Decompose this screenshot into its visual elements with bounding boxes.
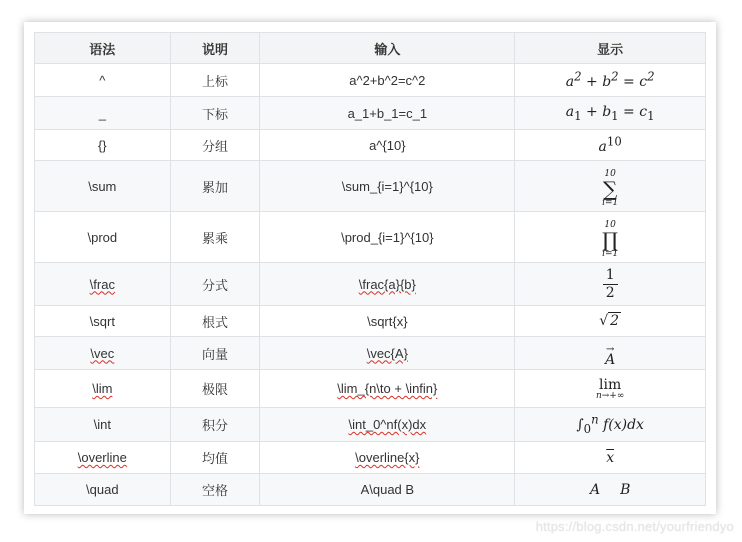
cell-input: \sqrt{x} [260,306,515,337]
table-row [35,212,706,263]
header-display: 显示 [515,33,706,64]
vector-variable: A [605,351,616,368]
cell-description: 极限 [170,370,260,408]
math-index: 1 [611,108,619,123]
input-text: \overline{x} [355,450,420,465]
cell-display [515,130,706,161]
cell-input [260,263,515,306]
cell-syntax: \sum [35,161,171,212]
table-row [35,337,706,370]
cell-display [515,337,706,370]
cell-input [260,370,515,408]
math-var: a [598,139,607,156]
cell-description: 分式 [170,263,260,306]
math-sum [602,170,618,208]
integral-lower: 0 [583,422,592,437]
math-var: a [565,74,575,91]
table-row [35,370,706,408]
integral-body: f(x)dx [603,417,644,434]
cell-syntax [35,337,171,370]
integral-upper: n [591,412,599,427]
limit-subscript: n→+∞ [595,390,625,401]
cell-input: a^2+b^2=c^2 [260,64,515,97]
cell-syntax [35,370,171,408]
cell-display [515,97,706,130]
cell-input [260,337,515,370]
table-row [35,474,706,506]
cell-input [260,408,515,442]
header-syntax: 语法 [35,33,171,64]
syntax-text: \lim [92,381,113,396]
math-group [598,134,622,156]
vector-arrow: → [605,343,615,355]
cell-description: 累加 [170,161,260,212]
math-overline: $\overline{x}$ [606,449,615,466]
math-sqrt [599,312,621,329]
cell-syntax [35,442,171,474]
header-input: 输入 [260,33,515,64]
syntax-text: \vec [90,345,115,361]
cell-display [515,212,706,263]
table-row [35,408,706,442]
input-text: \frac{a}{b} [358,276,416,292]
cell-description: 均值 [170,442,260,474]
cell-input: \prod_{i=1}^{10} [260,212,515,263]
cell-display [515,408,706,442]
input-text: \int_0^nf(x)dx [348,417,427,432]
math-integral [576,412,644,437]
prod-lower-limit: i=1 [602,249,619,259]
table-row [35,161,706,212]
math-exponent: 2 [574,69,582,84]
cell-description: 向量 [170,337,260,370]
cell-display [515,64,706,97]
math-fraction [603,267,618,300]
cell-syntax: ^ [35,64,171,97]
math-product [602,221,618,259]
sum-symbol: ∑ [603,177,618,201]
cell-syntax: _ [35,97,171,130]
cell-display [515,442,706,474]
table-row [35,64,706,97]
math-superscript: $a^2 + b^2 = c^2$ [565,69,655,91]
table-row [35,306,706,337]
input-text: \lim_{n\to + \infin} [337,381,438,396]
cell-description: 下标 [170,97,260,130]
cell-input: a^{10} [260,130,515,161]
math-var: c [639,103,648,120]
math-var: b [602,74,612,91]
cell-description: 空格 [170,474,260,506]
math-var: c [639,74,648,91]
source-watermark: https://blog.csdn.net/yourfriendyo [535,519,734,534]
table-header-row [35,33,706,64]
sum-upper-limit: 10 [604,169,616,179]
math-var: b [602,103,612,120]
cell-syntax: \int [35,408,171,442]
cell-syntax: \quad [35,474,171,506]
math-index: 1 [647,108,655,123]
cell-description: 分组 [170,130,260,161]
cell-description: 上标 [170,64,260,97]
sqrt-argument: 2 [610,313,620,329]
header-description: 说明 [170,33,260,64]
latex-syntax-table [34,32,706,506]
sqrt-sign: √ [599,313,609,329]
quad-left: A [589,481,601,498]
product-symbol: ∏ [602,228,619,252]
fraction-numerator: 1 [603,267,618,284]
cell-display [515,306,706,337]
cell-display [515,474,706,506]
cell-input: \sum_{i=1}^{10} [260,161,515,212]
cell-description: 积分 [170,408,260,442]
math-quad [590,482,630,498]
math-exponent: 10 [606,134,622,149]
cell-display [515,161,706,212]
prod-upper-limit: 10 [604,220,616,230]
math-vector [605,343,616,368]
cell-syntax [35,263,171,306]
cell-syntax: {} [35,130,171,161]
table-row [35,263,706,306]
fraction-denominator: 2 [605,284,615,301]
table-row [35,97,706,130]
syntax-text: \frac [89,276,115,292]
cell-display [515,370,706,408]
integral-sign: ∫ [576,417,584,434]
cell-display [515,263,706,306]
math-index: 1 [574,108,582,123]
table-row [35,442,706,474]
math-exponent: 2 [611,69,619,84]
sum-lower-limit: i=1 [602,198,619,208]
math-limit [596,378,624,401]
cell-input: a_1+b_1=c_1 [260,97,515,130]
cell-input [260,442,515,474]
cell-description: 根式 [170,306,260,337]
table-row [35,130,706,161]
cell-input: A\quad B [260,474,515,506]
math-subscript: $a_1 + b_1 = c_1$ [565,103,655,123]
cell-description: 累乘 [170,212,260,263]
limit-word: lim [599,376,622,393]
table-card [24,22,716,514]
quad-right: B [620,481,631,498]
math-var: a [565,103,575,120]
cell-syntax: \sqrt [35,306,171,337]
math-exponent: 2 [647,69,655,84]
input-text: \vec{A} [366,345,408,361]
syntax-text: \overline [77,450,127,465]
cell-syntax: \prod [35,212,171,263]
